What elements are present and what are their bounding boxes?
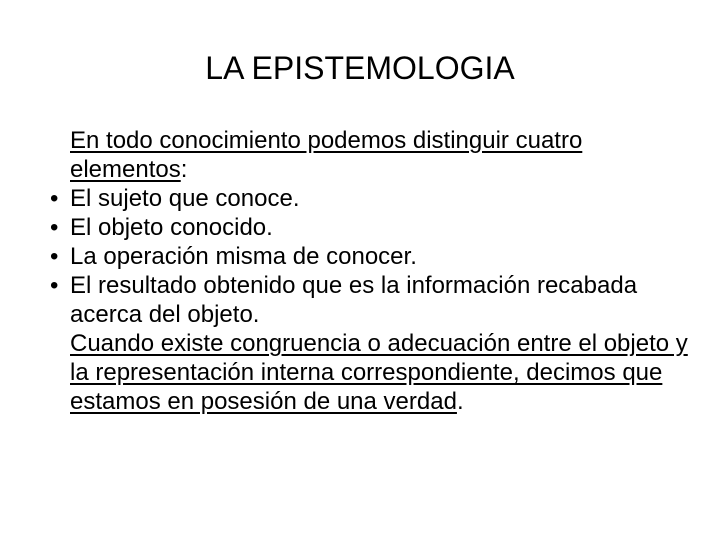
slide-title: LA EPISTEMOLOGIA [205,50,515,86]
conclusion-underlined-text: Cuando existe congruencia o adecuación entre el objeto y la representación interna correspondiente, decimos que estamos en posesión de una verdad [70,330,688,415]
slide-body [50,126,690,416]
bullet-item [50,242,690,271]
intro-paragraph [50,126,690,184]
conclusion-paragraph [50,329,690,416]
bullet-text: El resultado obtenido que es la información recabada acerca del objeto. [70,272,638,328]
bullet-dot-icon: • [50,272,59,299]
bullet-dot-icon: • [50,185,59,212]
bullet-item [50,184,690,213]
bullet-text: La operación misma de conocer. [70,243,417,270]
bullet-list [50,184,690,329]
bullet-text: El sujeto que conoce. [70,185,300,212]
conclusion-tail: . [456,388,464,415]
intro-tail: : [180,156,188,183]
bullet-dot-icon: • [50,214,59,241]
bullet-dot-icon: • [50,243,59,270]
bullet-item [50,213,690,242]
bullet-item [50,271,690,329]
intro-underlined-text: En todo conocimiento podemos distinguir cuatro elementos [70,127,583,183]
bullet-text: El objeto conocido. [70,214,273,241]
